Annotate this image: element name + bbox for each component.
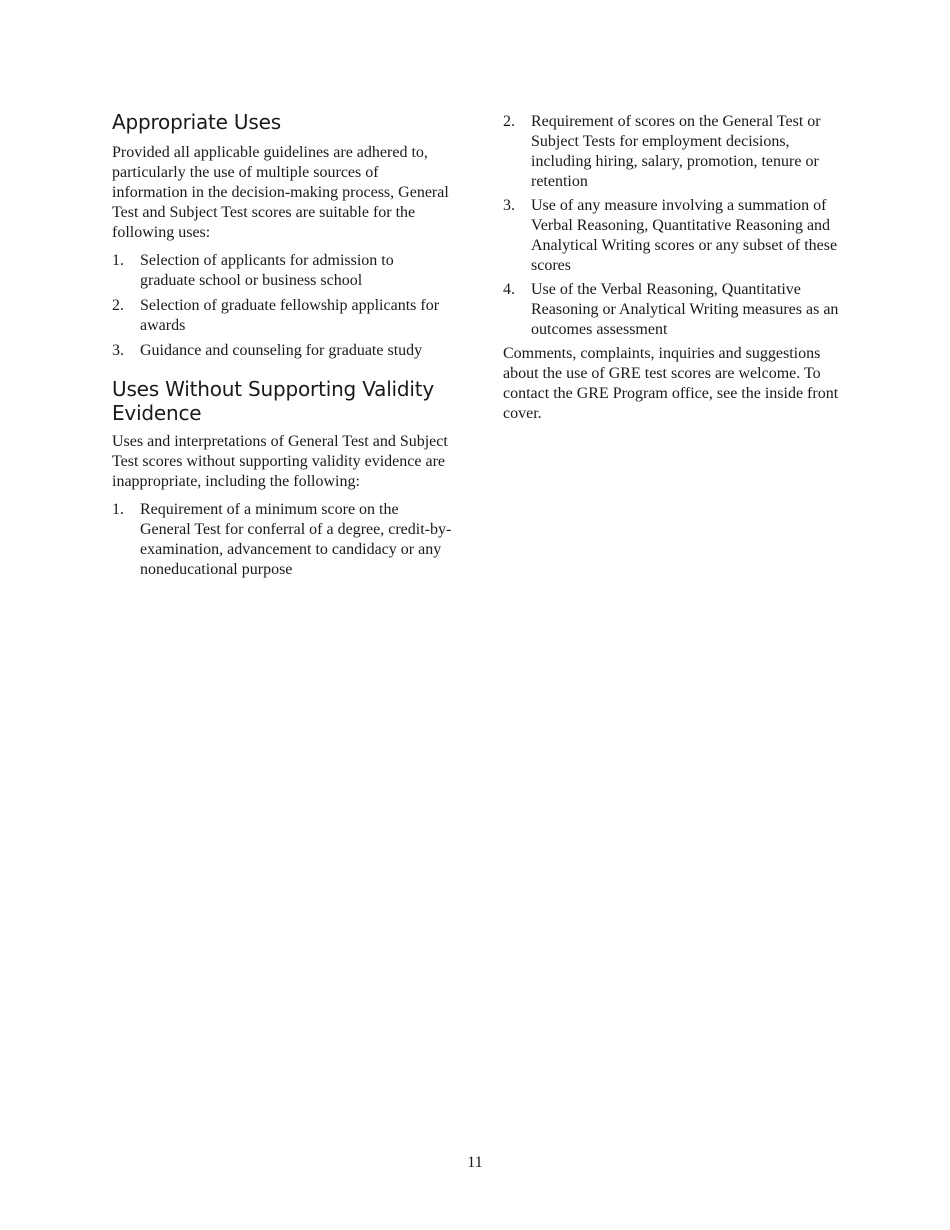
list-item [112, 251, 452, 291]
list-item-text: Guidance and counseling for graduate study [140, 342, 423, 359]
list-item-number: 2. [112, 297, 124, 314]
page-number: 11 [467, 1154, 483, 1171]
section-heading-appropriate-uses: Appropriate Uses [112, 110, 281, 134]
list-item-text: Requirement of a minimum score on the General Test for conferral of a degree, credit-by-examination, advancement to candidacy or any noneducational purpose [140, 501, 452, 578]
appropriate-uses-intro: Provided all applicable guidelines are adhered to, particularly the use of multiple sources of information in the decision-making process, General Test and Subject Test scores are suitable for the following uses: [112, 144, 449, 241]
list-item [503, 196, 848, 276]
list-item [112, 500, 452, 580]
section-heading-uses-without-validity: Uses Without Supporting Validity Evidence [112, 377, 435, 425]
list-item-number: 1. [112, 252, 124, 269]
list-item-number: 3. [503, 197, 515, 214]
list-item-text: Use of the Verbal Reasoning, Quantitative Reasoning or Analytical Writing measures as an outcomes assessment [531, 281, 839, 338]
list-item [112, 341, 452, 361]
inappropriate-uses-list-part2 [503, 112, 848, 340]
list-item-text: Use of any measure involving a summation of Verbal Reasoning, Quantitative Reasoning and Analytical Writing scores or any subset of these scores [531, 197, 838, 274]
list-item-number: 3. [112, 342, 124, 359]
list-item-text: Requirement of scores on the General Test or Subject Tests for employment decisions, including hiring, salary, promotion, tenure or retention [531, 113, 821, 190]
left-column [112, 110, 452, 580]
list-item-number: 2. [503, 113, 515, 130]
inappropriate-uses-list-part1 [112, 500, 452, 580]
comments-paragraph: Comments, complaints, inquiries and suggestions about the use of GRE test scores are welcome. To contact the GRE Program office, see the inside front cover. [503, 345, 839, 422]
list-item [503, 280, 848, 340]
list-item-number: 4. [503, 281, 515, 298]
list-item [503, 112, 848, 192]
uses-without-validity-intro: Uses and interpretations of General Test and Subject Test scores without supporting validity evidence are inappropriate, including the following: [112, 433, 448, 490]
appropriate-uses-list [112, 251, 452, 361]
list-item-text: Selection of graduate fellowship applicants for awards [140, 297, 440, 334]
list-item-text: Selection of applicants for admission to graduate school or business school [140, 252, 394, 289]
list-item-number: 1. [112, 501, 124, 518]
list-item [112, 296, 452, 336]
right-column [503, 112, 848, 424]
